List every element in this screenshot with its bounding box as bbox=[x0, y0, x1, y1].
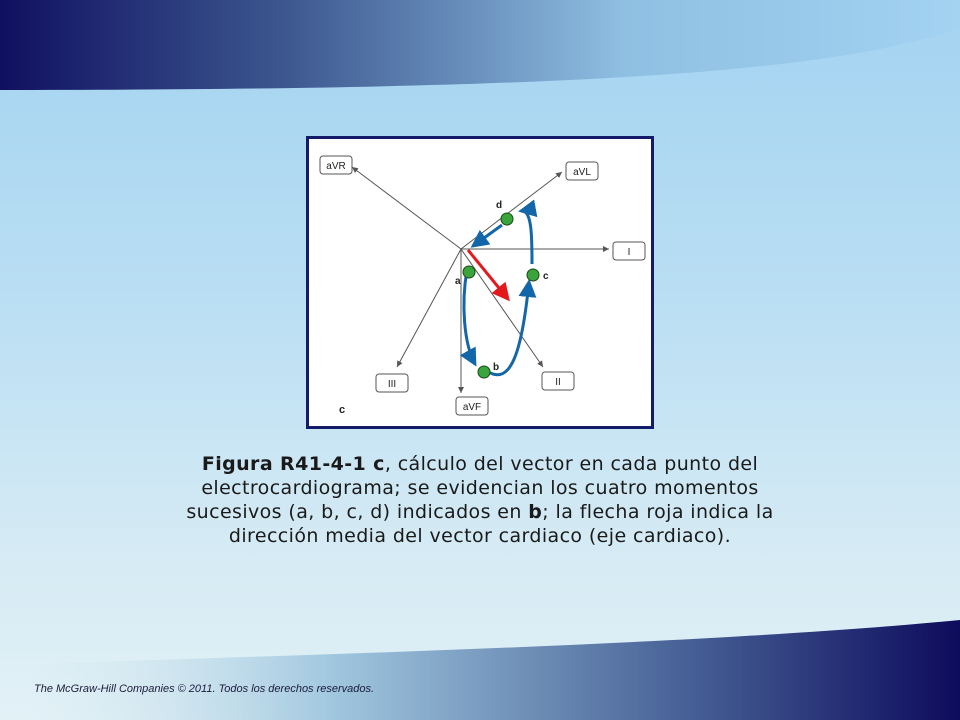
ecg-vector-figure bbox=[306, 136, 654, 429]
loop-segment-a-b bbox=[464, 270, 475, 364]
caption-text-2: ; la flecha roja indica la dirección media del vector cardiaco (eje cardiaco). bbox=[228, 501, 774, 547]
lead-box-iii bbox=[376, 374, 408, 392]
figure-caption bbox=[180, 452, 780, 548]
copyright-notice: The McGraw-Hill Companies © 2011. Todos los derechos reservados. bbox=[34, 683, 375, 695]
axis-ii bbox=[461, 249, 543, 367]
moment-dot-d bbox=[501, 213, 513, 225]
loop-segment-c-d bbox=[521, 211, 532, 264]
hexaxial-diagram bbox=[309, 139, 651, 426]
svg-text:aVL: aVL bbox=[573, 167, 591, 178]
moment-dot-a bbox=[463, 266, 475, 278]
lead-box-avf bbox=[456, 397, 488, 415]
lead-box-i bbox=[613, 242, 645, 260]
svg-text:III: III bbox=[387, 379, 397, 390]
moment-label-d: d bbox=[496, 200, 503, 211]
bottom-decor-band bbox=[0, 620, 960, 720]
axis-iii bbox=[397, 249, 461, 367]
moment-dot-b bbox=[478, 366, 490, 378]
lead-axes bbox=[352, 167, 609, 393]
loop-segment-d-origin bbox=[473, 225, 502, 246]
caption-text-1: , cálculo del vector en cada punto del electrocardiograma; se evidencian los cuatro momentos sucesivos (a, b, c, d) indicados en bbox=[186, 453, 759, 523]
caption-ref: b bbox=[528, 501, 543, 523]
panel-label: c bbox=[339, 404, 346, 416]
caption-figure-id: Figura R41-4-1 c bbox=[201, 453, 385, 475]
moment-label-b: b bbox=[493, 362, 500, 373]
lead-box-avl bbox=[566, 162, 598, 180]
moment-label-a: a bbox=[455, 276, 461, 287]
axis-avr bbox=[352, 167, 461, 249]
svg-text:II: II bbox=[555, 377, 561, 388]
axis-avl bbox=[461, 172, 562, 249]
top-decor-band bbox=[0, 0, 960, 100]
vector-loop bbox=[464, 211, 532, 375]
moment-label-c: c bbox=[543, 271, 549, 282]
svg-text:aVR: aVR bbox=[326, 161, 346, 172]
svg-text:I: I bbox=[627, 247, 631, 258]
moment-dot-c bbox=[527, 269, 539, 281]
lead-box-avr bbox=[320, 156, 352, 174]
svg-text:aVF: aVF bbox=[462, 402, 482, 413]
lead-box-ii bbox=[542, 372, 574, 390]
